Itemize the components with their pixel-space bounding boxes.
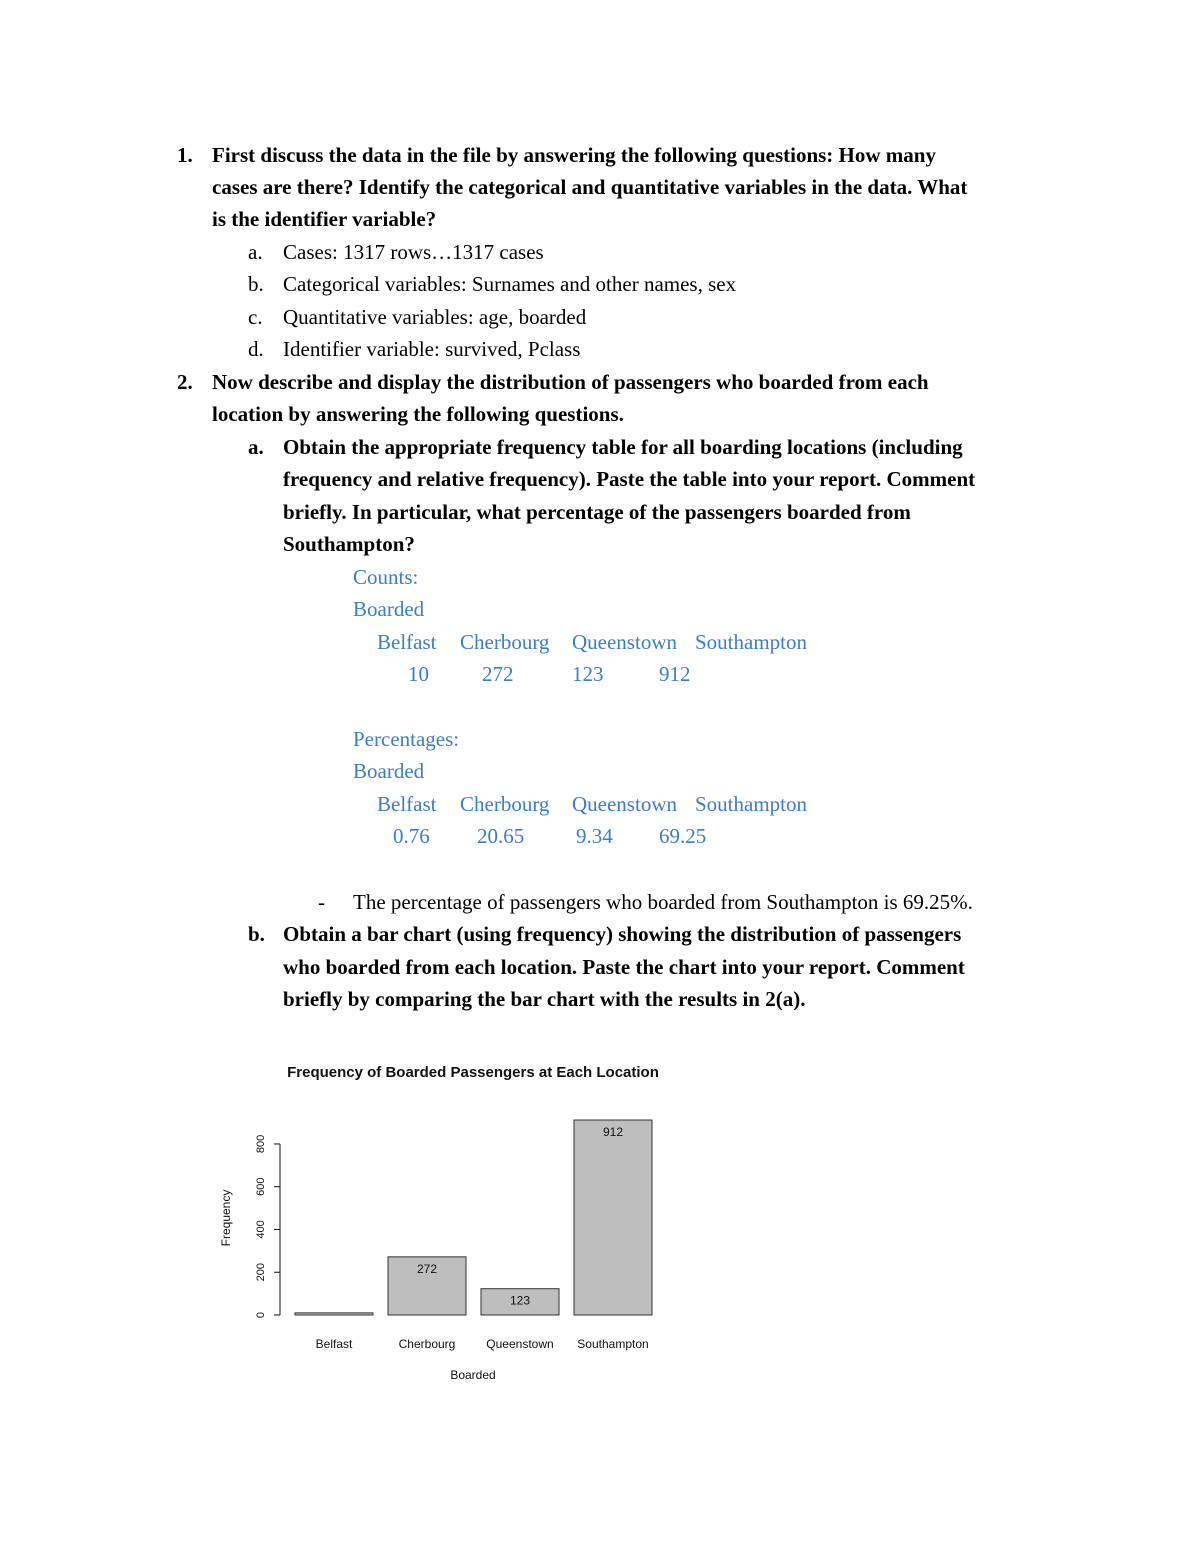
bar-data-label: 272 [416,1261,438,1276]
y-axis [255,1135,280,1318]
q2-text-line: location by answering the following questions. [212,402,624,426]
q2b-text-line: briefly by comparing the bar chart with the results in 2(a). [283,987,806,1011]
bar-southampton [574,1120,652,1315]
percentages-value-cherbourg: 20.65 [477,824,525,848]
counts-value-southampton: 912 [659,662,691,686]
bars [295,1120,652,1315]
q1-answer-marker: b. [248,272,264,296]
counts-header-belfast: Belfast [377,630,437,654]
y-tick-label: 200 [255,1263,267,1282]
q1-number: 1. [177,143,193,167]
counts-header-southampton: Southampton [695,630,808,654]
counts-value-queenstown: 123 [572,662,604,686]
q1-text-line: First discuss the data in the file by answering the following questions: How many [212,143,936,167]
counts-value-belfast: 10 [408,662,429,686]
q2-text-line: Now describe and display the distribution of passengers who boarded from each [212,370,929,394]
q1-answer-marker: a. [248,240,263,264]
percentages-header-queenstown: Queenstown [572,792,677,816]
counts-varname: Boarded [353,597,425,621]
counts-header-cherbourg: Cherbourg [460,630,550,654]
chart-title: Frequency of Boarded Passengers at Each Location [287,1064,659,1081]
q1-text-line: is the identifier variable? [212,207,437,231]
q2b-text-line: who boarded from each location. Paste the chart into your report. Comment [283,955,965,979]
y-tick-label: 800 [255,1134,267,1154]
x-tick-label: Cherbourg [398,1337,456,1351]
y-tick-label: 400 [255,1220,267,1239]
counts-value-cherbourg: 272 [482,662,514,686]
q2a-text-line: Southampton? [283,532,415,556]
x-tick-labels [316,1337,649,1351]
comment-text: The percentage of passengers who boarded from Southampton is 69.25%. [353,890,973,914]
y-tick-label: 600 [255,1177,267,1196]
q2a-text-line: Obtain the appropriate frequency table for all boarding locations (including [283,435,963,459]
bar-chart [200,1050,720,1395]
counts-header-queenstown: Queenstown [572,630,677,654]
x-tick-label: Belfast [315,1337,353,1351]
q1-answer-cases: Cases: 1317 rows…1317 cases [283,240,544,264]
percentages-title: Percentages: [353,727,460,751]
y-tick-label: 0 [255,1311,267,1319]
q1-answer-identifier: Identifier variable: survived, Pclass [283,337,581,361]
y-axis-label: Frequency [219,1189,233,1247]
x-tick-label: Queenstown [486,1337,554,1351]
q1-answer-quantitative: Quantitative variables: age, boarded [283,305,587,329]
percentages-header-southampton: Southampton [695,792,808,816]
q1-answer-marker: c. [248,305,263,329]
counts-title: Counts: [353,565,419,589]
q2b-text-line: Obtain a bar chart (using frequency) showing the distribution of passengers [283,922,962,946]
percentages-value-queenstown: 9.34 [576,824,613,848]
q2-number: 2. [177,370,193,394]
q1-answer-categorical: Categorical variables: Surnames and other names, sex [283,272,737,296]
q2a-marker: a. [248,435,264,459]
q1-text-line: cases are there? Identify the categorical and quantitative variables in the data. What [212,175,968,199]
percentages-header-cherbourg: Cherbourg [460,792,550,816]
q2b-marker: b. [248,922,265,946]
bar-belfast [295,1313,373,1315]
percentages-value-belfast: 0.76 [393,824,430,848]
comment-marker: - [318,890,325,914]
x-tick-label: Southampton [577,1337,649,1351]
bar-data-label: 123 [509,1293,531,1308]
q1-answer-marker: d. [248,337,264,361]
q2a-text-line: frequency and relative frequency). Paste the table into your report. Comment [283,467,976,491]
x-axis-label: Boarded [450,1368,496,1382]
percentages-header-belfast: Belfast [377,792,437,816]
q2a-text-line: briefly. In particular, what percentage of the passengers boarded from [283,500,911,524]
percentages-value-southampton: 69.25 [659,824,707,848]
percentages-varname: Boarded [353,759,425,783]
bar-data-label: 912 [602,1125,624,1139]
